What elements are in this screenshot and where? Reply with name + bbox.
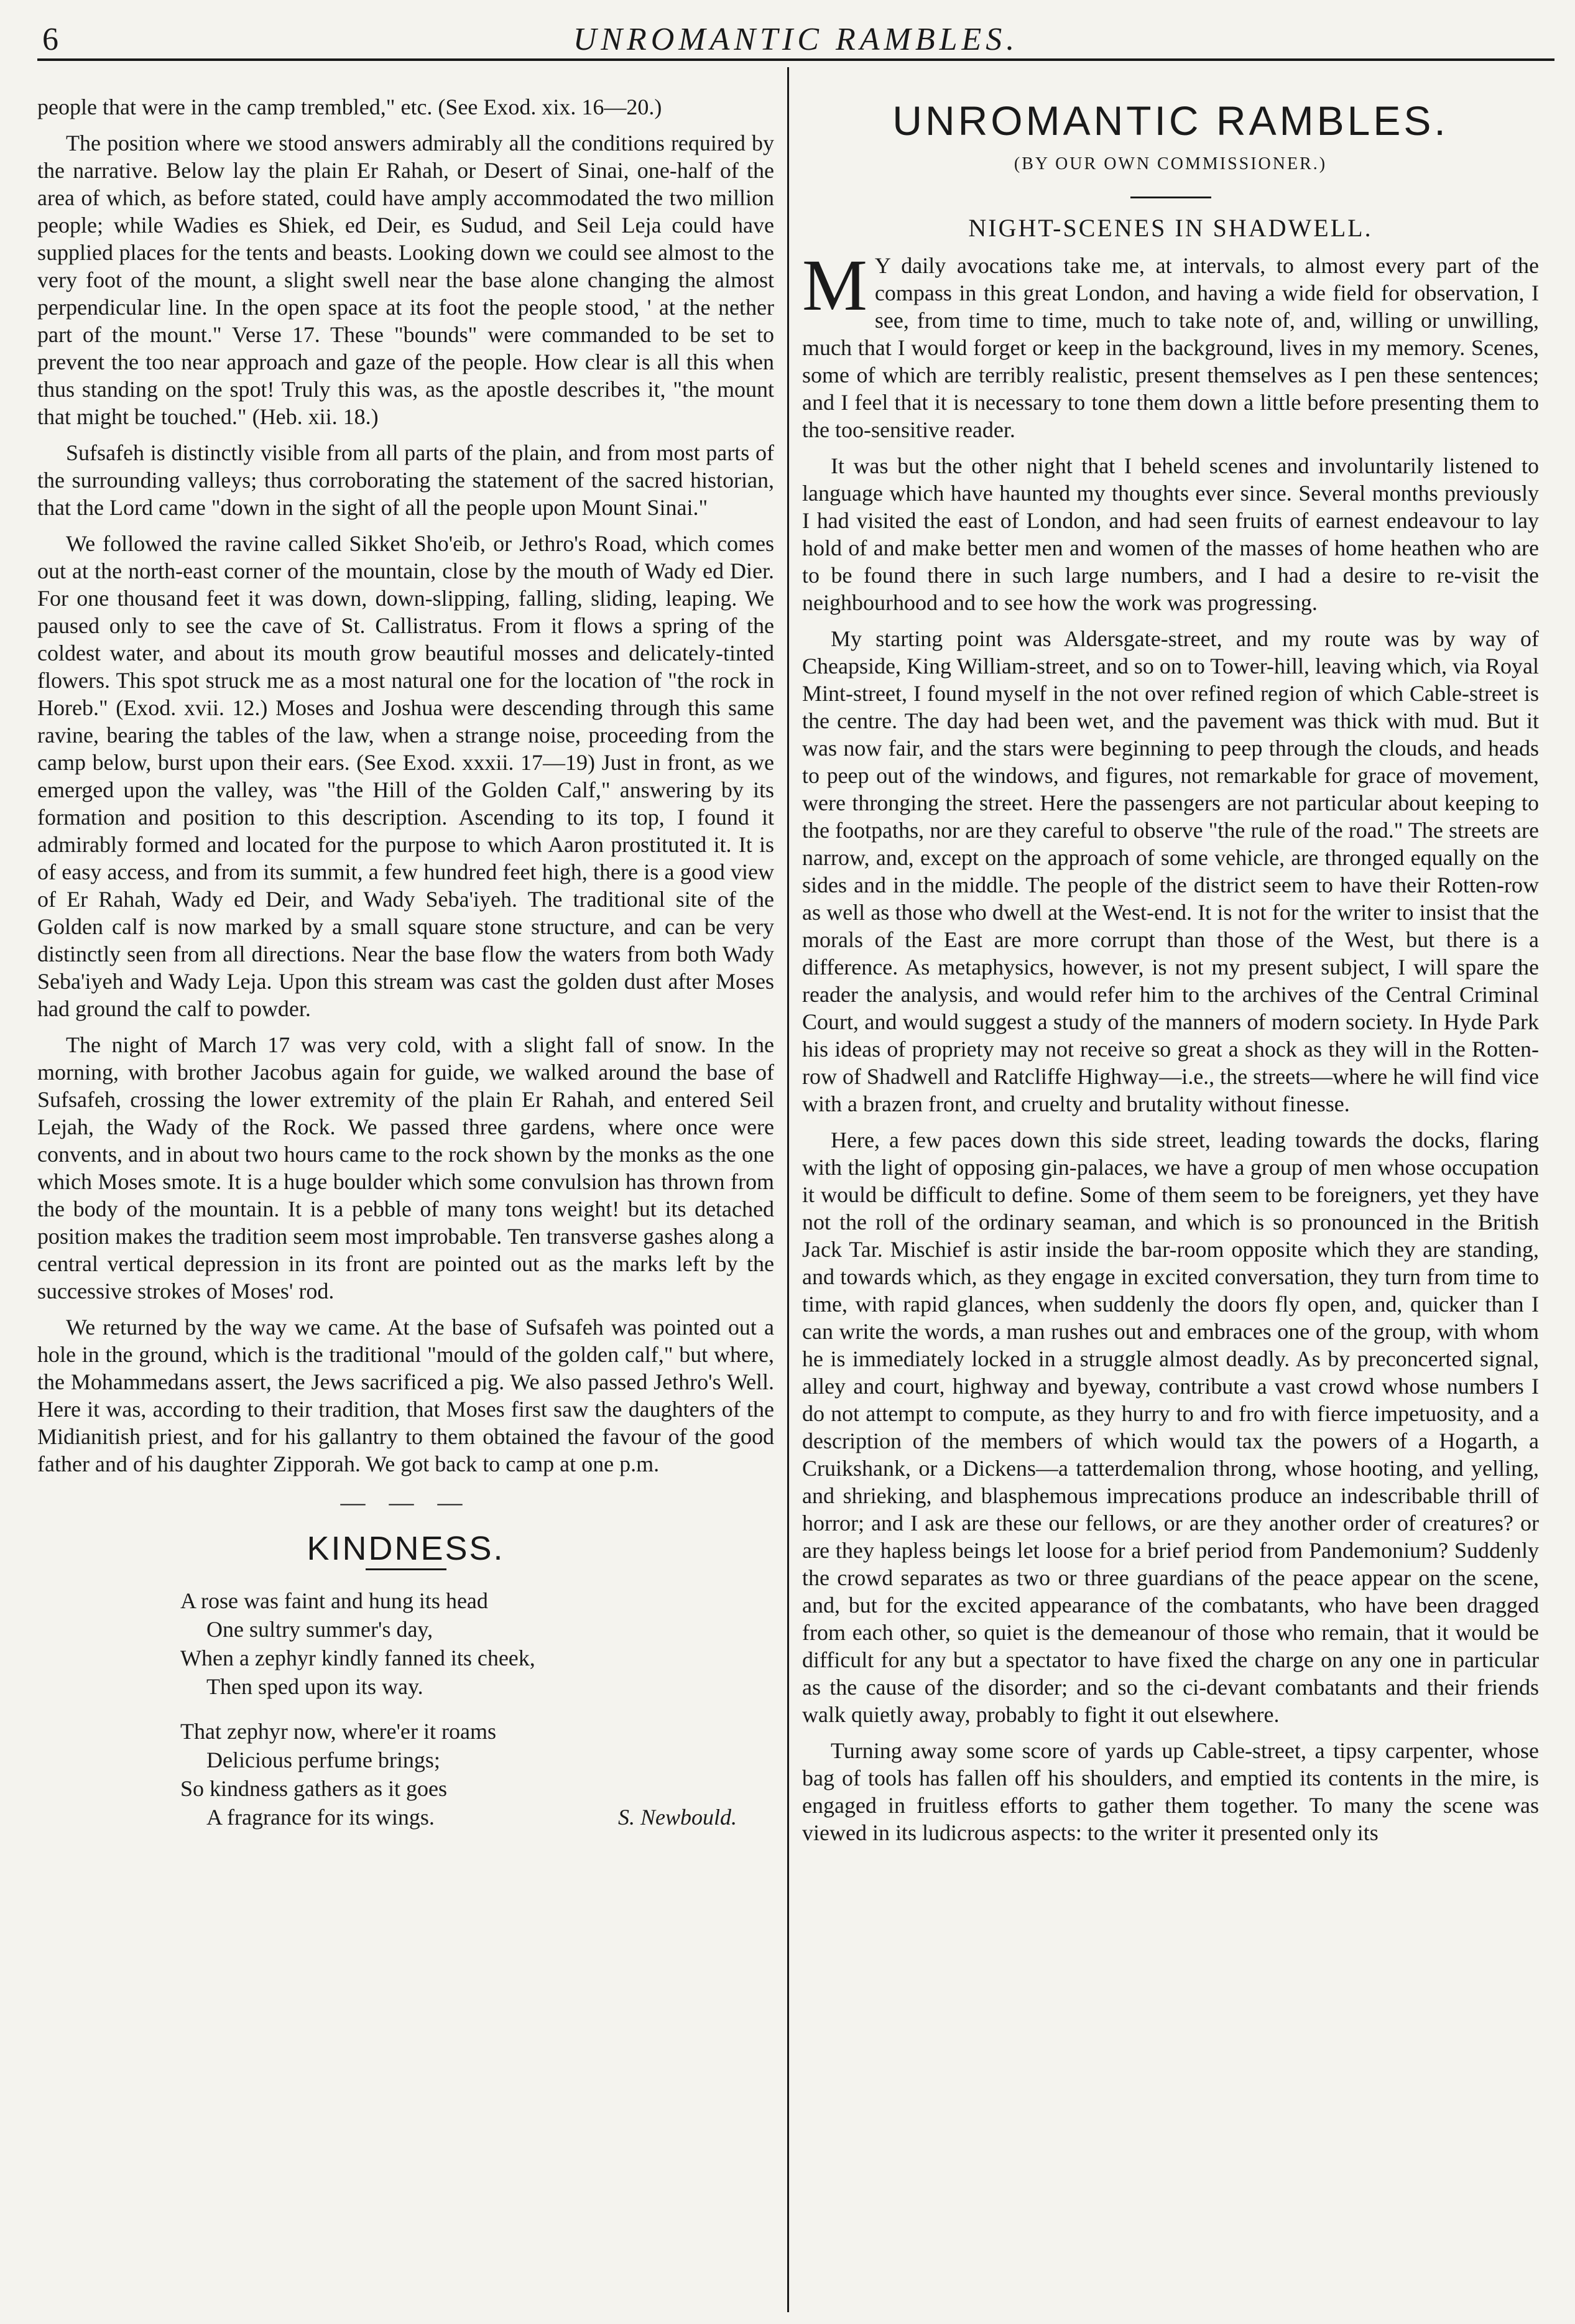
- left-column: [37, 93, 774, 2307]
- poem-line: Then sped upon its way.: [206, 1674, 423, 1699]
- paragraph: Here, a few paces down this side street, leading towards the docks, flaring with the light of opposing gin-palaces, we have a group of men whose occupation it would be difficult to define. Some of them seem to be foreigners, yet they have not the roll of the ordinary seaman, and which is so pronounced in the British Jack Tar. Mischief is astir inside the bar-room opposite which they are standing, and towards which, as they engage in excited conversation, they turn from time to time, with rapid glances, when suddenly the doors fly open, and, quicker than I can write the words, a man rushes out and embraces one of the group, with whom he is immediately locked in a struggle almost deadly. As by preconcerted signal, alley and court, highway and byeway, contribute a vast crowd whose numbers I do not attempt to compute, as they hurry to and fro with fierce impetuosity, and a description of the members of which would tax the powers of a Hogarth, a Cruikshank, or a Dickens—a tatterdemalion throng, whose hooting, and yelling, and shrieking, and blasphemous imprecations produce an indescribable thrill of horror; and I ask are these our fellows, or are they another order of creatures? or are they hapless beings let loose for a brief period from Pandemonium? Suddenly the crowd separates as two or three guardians of the peace appear on the scene, and, but for the excited appearance of the combatants, who have been dragged from each other, so quiet is the demeanour of those who remain, that it would be difficult for any but a spectator to have fixed the charge on any one in particular as the cause of the disorder; and so the ci-devant combatants and their friends walk quietly away, probably to fight it out elsewhere.: [802, 1127, 1539, 1727]
- poem-line: When a zephyr kindly fanned its cheek,: [180, 1646, 535, 1670]
- paragraph: people that were in the camp trembled," etc. (See Exod. xix. 16—20.): [37, 95, 662, 119]
- paragraph: It was but the other night that I beheld scenes and involuntarily listened to language which have haunted my thoughts ever since. Several months previously I had visited the east of London, and had seen fruits of earnest endeavour to lay hold of and make better men and women of the masses of home heathen who are to be found there in such large numbers, and I had a desire to re-visit the neighbourhood and to see how the work was progressing.: [802, 453, 1539, 615]
- page-number: 6: [42, 22, 58, 57]
- paragraph: Turning away some score of yards up Cable-street, a tipsy carpenter, whose bag of tools has fallen off his shoulders, and emptied its contents in the mire, is engaged in fruitless efforts to gather them together. To many the scene was viewed in its ludicrous aspects: to the writer it presented only its: [802, 1738, 1539, 1845]
- right-column: [802, 93, 1539, 2307]
- poem-stanza: [180, 1586, 774, 1701]
- drop-cap: M: [802, 244, 867, 326]
- article-byline: (BY OUR OWN COMMISSIONER.): [1014, 154, 1328, 174]
- poem-line: So kindness gathers as it goes: [180, 1776, 447, 1801]
- title-rule: [366, 1568, 446, 1570]
- paragraph: The position where we stood answers admirably all the conditions required by the narrative. Below lay the plain Er Rahah, or Desert of Sinai, one-half of the area of which, as before stated, could have amply accommodated the two million people; while Wadies es Shiek, ed Deir, es Sudud, and Seil Leja could have supplied places for the tents and beasts. Looking down we could see almost to the very foot of the mount, a slight swell near the base alone changing the almost perpendicular line. In the open space at its foot the people stood, ' at the nether part of the mount." Verse 17. These "bounds" were commanded to be set to prevent the too near approach and gaze of the people. How clear is all this when thus standing on the spot! Truly this was, as the apostle describes it, "the mount that might be touched." (Heb. xii. 18.): [37, 131, 774, 429]
- poem-line: A fragrance for its wings.: [206, 1805, 435, 1830]
- paragraph: Sufsafeh is distinctly visible from all parts of the plain, and from most parts of the surrounding valleys; thus corroborating the statement of the sacred historian, that the Lord came "down in the sight of all the people upon Mount Sinai.": [37, 440, 774, 520]
- poem-stanza: [180, 1717, 774, 1831]
- paragraph: [802, 244, 1539, 443]
- poem-title: KINDNESS.: [307, 1530, 505, 1567]
- page-header: [37, 17, 1554, 62]
- header-rule: [37, 58, 1554, 61]
- article-subtitle: NIGHT-SCENES IN SHADWELL.: [968, 214, 1373, 242]
- paragraph: We returned by the way we came. At the base of Sufsafeh was pointed out a hole in the ground, which is the traditional "mould of the golden calf," but where, the Mohammedans assert, the Jews sacrificed a pig. We also passed Jethro's Well. Here it was, according to their tradition, that Moses first saw the daughters of the Midianitish priest, and for his gallantry to them obtained the favour of the good father and of his daughter Zipporah. We got back to camp at one p.m.: [37, 1315, 774, 1476]
- poem-line: That zephyr now, where'er it roams: [180, 1719, 496, 1744]
- title-rule: [1130, 197, 1211, 198]
- poem-line: One sultry summer's day,: [206, 1617, 433, 1642]
- poem-signature: S. Newbould.: [617, 1805, 737, 1830]
- running-head: UNROMANTIC RAMBLES.: [573, 22, 1019, 57]
- paragraph-text: Y daily avocations take me, at intervals, to almost every part of the compass in this great London, and having a wide field for observation, I see, from time to time, much to take note of, and, willing or unwilling, much that I would forget or keep in the background, lives in my memory. Scenes, some of which are terribly realistic, present themselves as I pen these sentences; and I feel that it is necessary to tone them down a little before presenting them to the too-sensitive reader.: [802, 253, 1539, 442]
- column-divider: [787, 67, 789, 2312]
- article-title: UNROMANTIC RAMBLES.: [892, 98, 1449, 144]
- paragraph: We followed the ravine called Sikket Sho'eib, or Jethro's Road, which comes out at the north-east corner of the mountain, close by the mouth of Wady ed Dier. For one thousand feet it was down, down-slipping, falling, sliding, leaping. We paused only to see the cave of St. Callistratus. From it flows a spring of the coldest water, and about its mouth grow beautiful mosses and delicately-tinted flowers. This spot struck me as a most natural one for the location of "the rock in Horeb." (Exod. xvii. 12.) Moses and Joshua were descending through this same ravine, bearing the tables of the law, when a strange noise, proceeding from the camp below, burst upon their ears. (See Exod. xxxii. 17—19) Just in front, as we emerged upon the valley, was "the Hill of the Golden Calf," answering by its formation and position to this description. Ascending to its top, I found it admirably formed and located for the purpose to which Aaron prostituted it. It is of easy access, and from its summit, a few hundred feet high, there is a good view of Er Rahah, Wady ed Deir, and Wady Seba'iyeh. The traditional site of the Golden calf is now marked by a small square stone structure, and can be very distinctly seen from all directions. Near the base flow the waters from both Wady Seba'iyeh and Wady Leja. Upon this stream was cast the golden dust after Moses had ground the calf to powder.: [37, 531, 774, 1021]
- paragraph: My starting point was Aldersgate-street, and my route was by way of Cheapside, King William-street, and so on to Tower-hill, leaving which, via Royal Mint-street, I found myself in the not over refined region of which Cable-street is the centre. The day had been wet, and the pavement was thick with mud. But it was now fair, and the stars were beginning to peep through the clouds, and heads to peep out of the windows, and figures, not remarkable for grace of movement, were thronging the street. Here the passengers are not particular about keeping to the footpaths, nor are they careful to observe "the rule of the road." The streets are narrow, and, except on the approach of some vehicle, are thronged equally on the sides and in the middle. The people of the district seem to have their Rotten-row as well as those who dwell at the West-end. It is not for the writer to insist that the morals of the East are more corrupt than those of the West, but there is a difference. As metaphysics, however, is not my present subject, I will spare the reader the analysis, and would refer him to the archives of the Central Criminal Court, and would suggest a study of the manners of modern society. In Hyde Park his ideas of propriety may not receive so great a shock as they will in the Rotten-row of Shadwell and Ratcliffe Highway—i.e., the streets—where he will find vice with a brazen front, and cruelty and brutality without finesse.: [802, 626, 1539, 1116]
- section-separator: — — —: [340, 1488, 471, 1516]
- poem-line: A rose was faint and hung its head: [180, 1588, 488, 1613]
- poem: [37, 1586, 774, 1831]
- poem-line: Delicious perfume brings;: [206, 1748, 440, 1772]
- paragraph: The night of March 17 was very cold, with a slight fall of snow. In the morning, with brother Jacobus again for guide, we walked around the base of Sufsafeh, crossing the lower extremity of the plain Er Rahah, and entered Seil Lejah, the Wady of the Rock. We passed three gardens, where once were convents, and in about two hours came to the rock shown by the monks as the one which Moses smote. It is a huge boulder which some convulsion has thrown from the body of the mountain. It is a pebble of many tons weight! but its detached position makes the tradition seem most improbable. Ten transverse gashes along a central vertical depression in its front are pointed out as the marks left by the successive strokes of Moses' rod.: [37, 1032, 774, 1303]
